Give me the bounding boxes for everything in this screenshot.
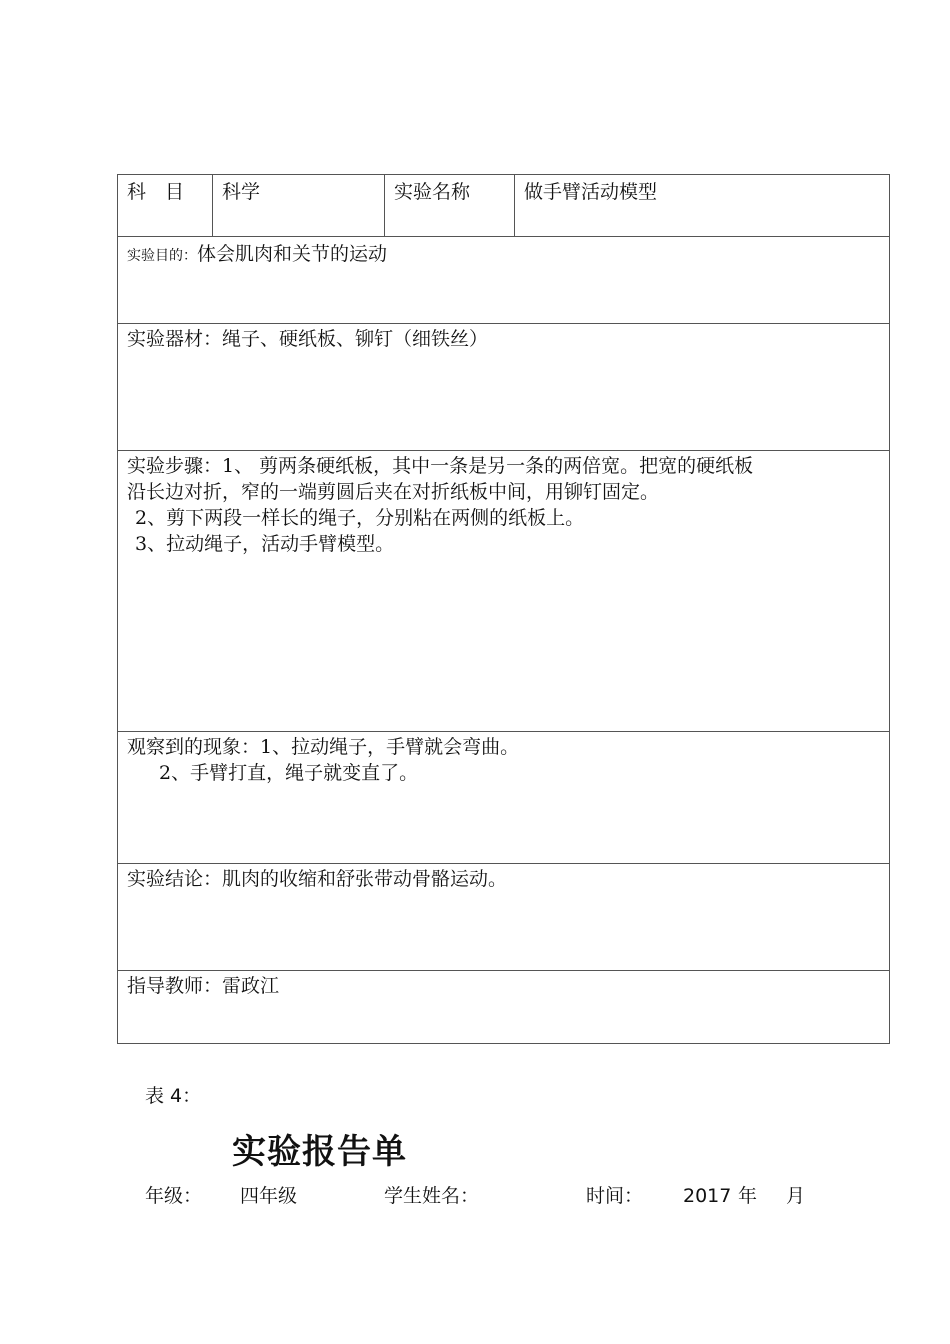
experiment-name-label-cell (385, 175, 515, 236)
time-label: 时间： (586, 1185, 644, 1207)
materials-value: 绳子、硬纸板、铆钉（细铁丝） (222, 328, 489, 350)
observations-line-1 (127, 734, 880, 760)
experiment-name-label: 实验名称 (394, 181, 471, 203)
steps-line-2: 沿长边对折，窄的一端剪圆后夹在对折纸板中间，用铆钉固定。 (127, 481, 660, 503)
teacher-row (118, 971, 889, 1043)
purpose-row (118, 237, 889, 324)
experiment-name-value-cell (515, 175, 889, 236)
teacher-value: 雷政江 (222, 975, 280, 997)
steps-row (118, 451, 889, 732)
grade-value: 四年级 (240, 1185, 298, 1207)
report-title: 实验报告单 (232, 1132, 407, 1172)
grade-label: 年级： (145, 1185, 203, 1207)
observations-line-2: 2、手臂打直，绳子就变直了。 (159, 762, 419, 784)
conclusion-label: 实验结论： (127, 868, 223, 890)
year-unit: 年 (738, 1185, 758, 1207)
subject-label: 科 目 (127, 181, 185, 203)
subject-value: 科学 (222, 181, 261, 203)
steps-line-4: 3、拉动绳子，活动手臂模型。 (135, 533, 395, 555)
observations-label: 观察到的现象： (127, 736, 261, 758)
materials-row (118, 324, 889, 451)
month-unit: 月 (786, 1185, 806, 1207)
purpose-label: 实验目的： (127, 248, 197, 264)
materials-label: 实验器材： (127, 328, 223, 350)
subject-label-cell (118, 175, 213, 236)
steps-text-1: 1、 剪两条硬纸板，其中一条是另一条的两倍宽。把宽的硬纸板 (222, 455, 754, 477)
observations-text-1: 1、拉动绳子，手臂就会弯曲。 (260, 736, 520, 758)
conclusion-row (118, 864, 889, 971)
header-row (118, 175, 889, 237)
student-name-label: 学生姓名： (384, 1185, 480, 1207)
observations-row (118, 732, 889, 864)
teacher-label: 指导教师： (127, 975, 223, 997)
steps-line-1 (127, 453, 880, 479)
steps-line-3: 2、剪下两段一样长的绳子，分别粘在两侧的纸板上。 (135, 507, 585, 529)
experiment-name-value: 做手臂活动模型 (524, 181, 658, 203)
purpose-value: 体会肌肉和关节的运动 (197, 243, 388, 265)
table-number-label: 表 4： (145, 1085, 202, 1107)
steps-label: 实验步骤： (127, 455, 223, 477)
experiment-report-table (117, 174, 890, 1044)
year-value: 2017 (683, 1185, 732, 1207)
conclusion-value: 肌肉的收缩和舒张带动骨骼运动。 (222, 868, 508, 890)
subject-value-cell (213, 175, 385, 236)
